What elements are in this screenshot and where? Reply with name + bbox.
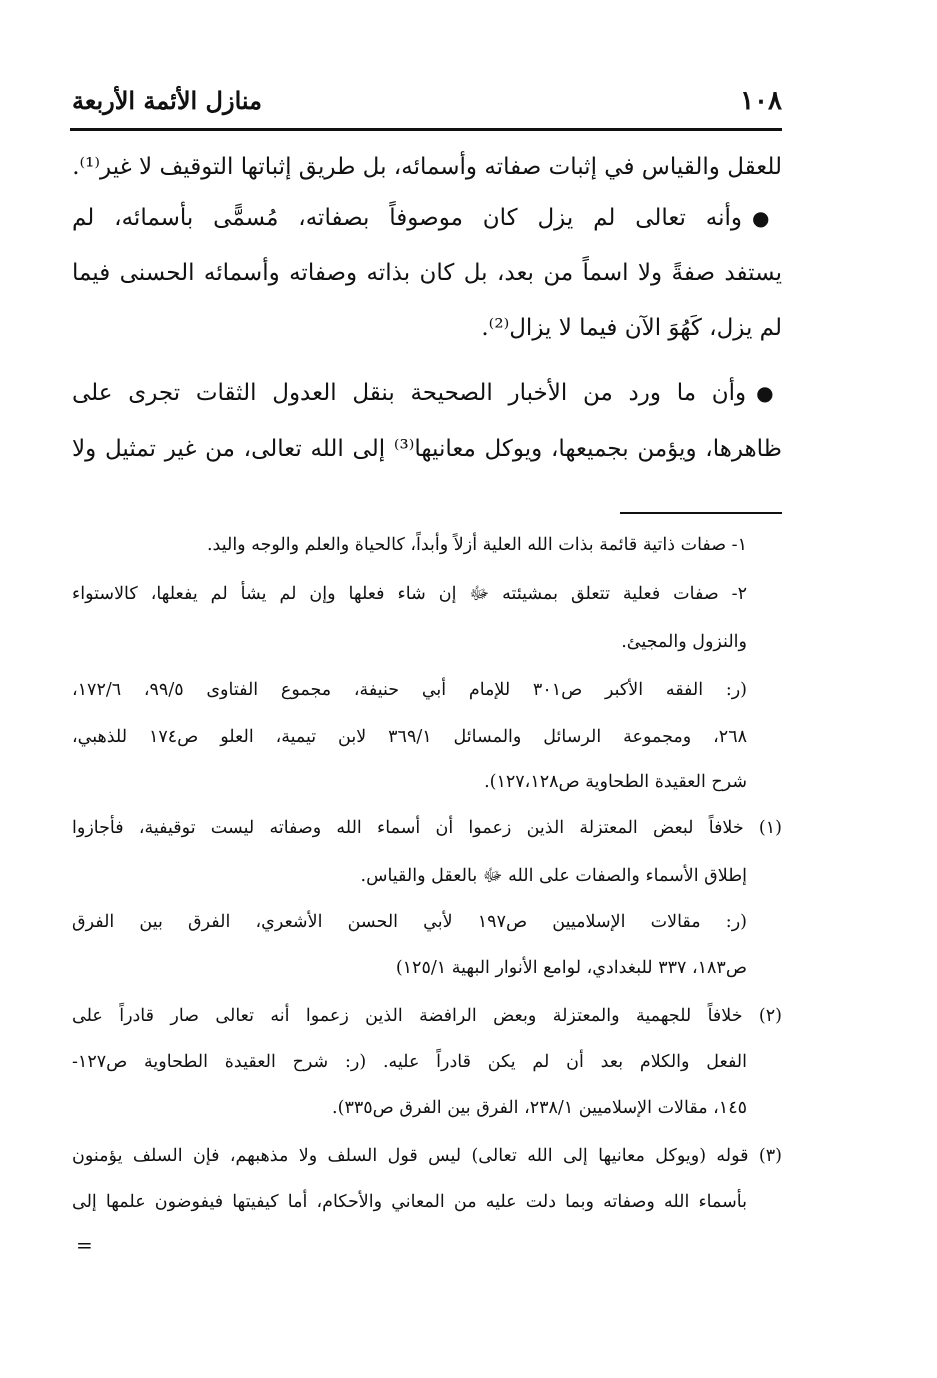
bullet-item-1 — [72, 205, 782, 231]
footnote-line: (ر: الفقه الأكبر ص٣٠١ للإمام أبي حنيفة، مجموع الفتاوى ٩٩/٥، ١٧٢/٦، — [72, 680, 747, 700]
page-header — [72, 86, 782, 120]
footnote-line: ١٤٥، مقالات الإسلاميين ٢٣٨/١، الفرق بين الفرق ص٣٣٥). — [332, 1098, 747, 1118]
footnote-line: الفعل والكلام بعد أن لم يكن قادراً عليه. (ر: شرح العقيدة الطحاوية ص١٢٧- — [72, 1052, 747, 1072]
bullet-icon: ● — [756, 381, 782, 405]
page-number: ١٠٨ — [740, 86, 782, 116]
footnote-line: ١- صفات ذاتية قائمة بذات الله العلية أزلاً وأبداً، كالحياة والعلم والوجه واليد. — [206, 535, 747, 555]
footnote-line: (ر: مقالات الإسلاميين ص١٩٧ لأبي الحسن الأشعري، الفرق بين الفرق — [72, 912, 747, 932]
footnote-line: ٢- صفات فعلية تتعلق بمشيئته ﷻ إن شاء فعلها وإن لم يشأ لم يفعلها، كالاستواء — [72, 584, 747, 604]
bullet-text: وأنه تعالى لم يزل كان موصوفاً بصفاته، مُسمًّى بأسمائه، لم — [72, 205, 743, 231]
footnote-line: ص١٨٣، ٣٣٧ للبغدادي، لوامع الأنوار البهية ١٢٥/١) — [395, 958, 747, 978]
body-line: ظاهرها، ويؤمن بجميعها، ويوكل معانيها⁽³⁾ إلى الله تعالى، من غير تمثيل ولا — [72, 436, 782, 462]
running-title: منازل الأئمة الأربعة — [72, 86, 262, 115]
footnote-line: بأسماء الله وصفاته وبما دلت عليه من المعاني والأحكام، أما كيفيتها فيفوضون علمها إلى — [72, 1192, 747, 1212]
body-line: لم يزل، كَهُوَ الآن فيما لا يزال⁽²⁾. — [481, 315, 782, 341]
body-line: للعقل والقياس في إثبات صفاته وأسمائه، بل طريق إثباتها التوقيف لا غير⁽¹⁾. — [72, 154, 782, 180]
body-line: يستفد صفةً ولا اسماً من بعد، بل كان بذاته وصفاته وأسمائه الحسنى فيما — [72, 260, 782, 286]
footnote-line: شرح العقيدة الطحاوية ص١٢٧،١٢٨). — [484, 772, 747, 792]
footnote-line: ٢٦٨، ومجموعة الرسائل والمسائل ٣٦٩/١ لابن تيمية، العلو ص١٧٤ للذهبي، — [72, 727, 747, 747]
footnote-line: (٣) قوله (ويوكل معانيها إلى الله تعالى) ليس قول السلف ولا مذهبهم، فإن السلف يؤمنون — [72, 1146, 782, 1166]
bullet-icon: ● — [752, 206, 783, 230]
footnote-line: (١) خلافاً لبعض المعتزلة الذين زعموا أن أسماء الله وصفاته ليست توقيفية، فأجازوا — [72, 818, 782, 838]
footnote-line: إطلاق الأسماء والصفات على الله ﷻ بالعقل والقياس. — [360, 866, 747, 886]
footnote-rule — [620, 512, 782, 514]
footnote-line: والنزول والمجيئ. — [621, 632, 747, 652]
bullet-text: وأن ما ورد من الأخبار الصحيحة بنقل العدول الثقات تجرى على — [72, 380, 747, 406]
continuation-mark: = — [76, 1233, 93, 1257]
header-rule — [70, 128, 782, 131]
footnote-line: (٢) خلافاً للجهمية والمعتزلة وبعض الرافضة الذين زعموا أنه تعالى صار قادراً على — [72, 1006, 782, 1026]
bullet-item-2 — [72, 380, 782, 406]
